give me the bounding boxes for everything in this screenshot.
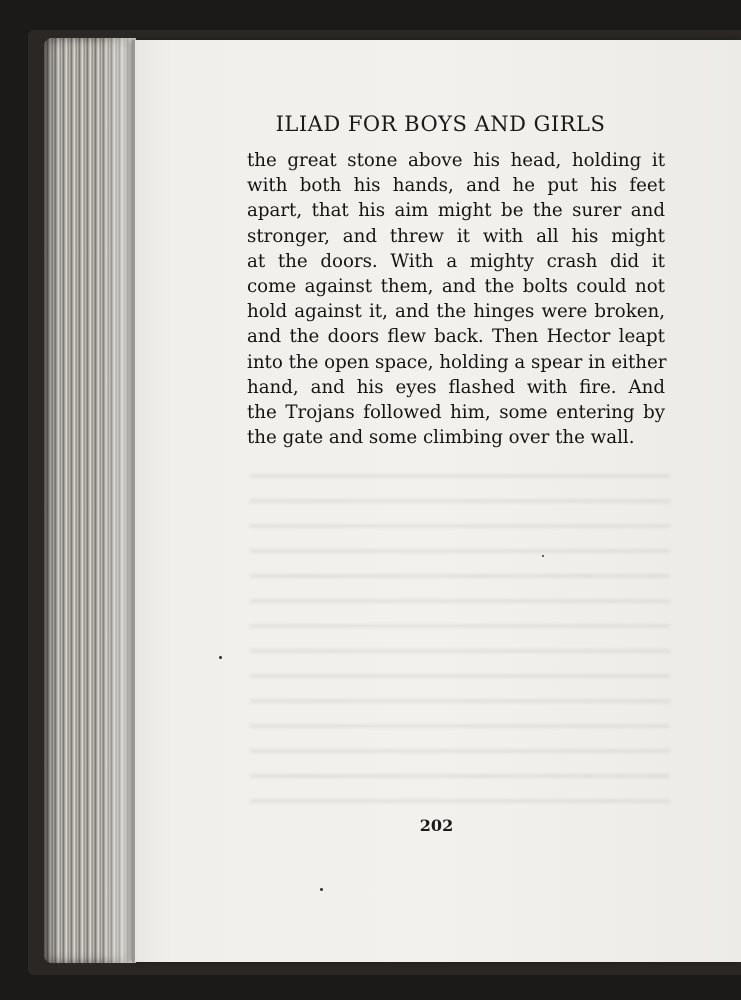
text-line: and the doors flew back. Then Hector leapt [247, 326, 665, 348]
page-number: 202 [419, 816, 454, 835]
text-line: come against them, and the bolts could not [247, 276, 665, 298]
text-line: hold against it, and the hinges were broken, [247, 301, 665, 323]
page-edges-shade [100, 38, 136, 963]
page-gutter [132, 40, 135, 962]
text-line: the Trojans followed him, some entering by [247, 402, 665, 424]
paper-speck [542, 555, 544, 557]
body-text [247, 148, 665, 450]
text-line: at the doors. With a mighty crash did it [247, 250, 665, 272]
text-line: hand, and his eyes flashed with fire. And [247, 376, 665, 398]
book-page [132, 40, 741, 962]
text-line: apart, that his aim might be the surer and [247, 200, 665, 222]
show-through-text [250, 460, 670, 820]
paper-speck [320, 888, 323, 891]
text-line: with both his hands, and he put his feet [247, 175, 665, 197]
running-head: ILIAD FOR BOYS AND GIRLS [275, 112, 606, 136]
text-line: stronger, and threw it with all his might [247, 225, 665, 247]
text-line: the gate and some climbing over the wall. [247, 427, 635, 449]
text-line: into the open space, holding a spear in either [247, 351, 667, 373]
paper-speck [219, 656, 222, 659]
text-line: the great stone above his head, holding it [247, 150, 665, 171]
